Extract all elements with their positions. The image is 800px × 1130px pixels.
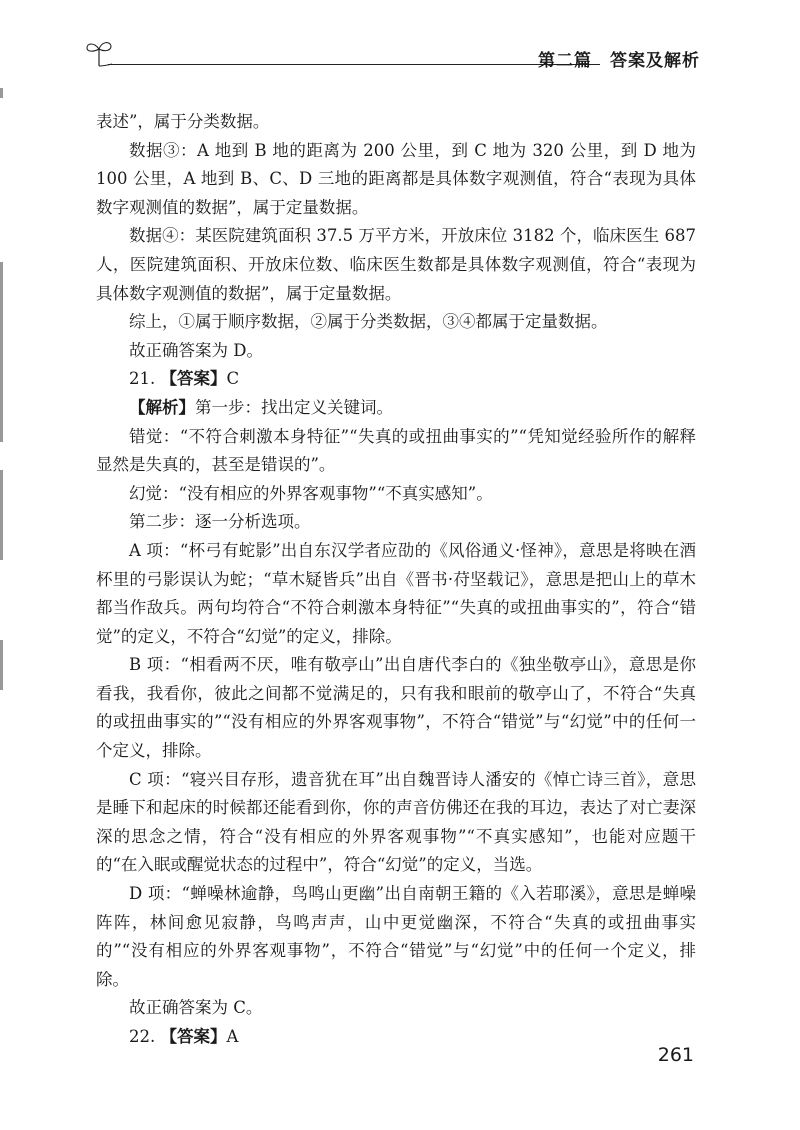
paragraph xyxy=(96,222,696,308)
answer-explanation-body xyxy=(96,108,696,1052)
paragraph-text: C xyxy=(226,369,240,389)
paragraph xyxy=(96,508,696,537)
question-number: 21. xyxy=(129,369,161,389)
paragraph xyxy=(96,108,696,137)
paragraph xyxy=(96,480,696,509)
paragraph-text: A xyxy=(226,1027,239,1046)
bracket-label: 【解析】 xyxy=(129,397,195,417)
paragraph-text: 综上，①属于顺序数据，②属于分类数据，③④都属于定量数据。 xyxy=(129,312,608,332)
scan-edge-mark xyxy=(0,262,3,442)
paragraph xyxy=(96,423,696,480)
paragraph-text: 幻觉：“没有相应的外界客观事物”“不真实感知”。 xyxy=(129,483,493,503)
paragraph xyxy=(96,137,696,223)
bracket-label: 【答案】 xyxy=(160,369,227,389)
paragraph-text: A 项：“杯弓有蛇影”出自东汉学者应劭的《风俗通义·怪神》，意思是将映在酒杯里的弓影误认为蛇；“草木疑皆兵”出自《晋书·苻坚载记》，意思是把山上的草木都当作敌兵。两句均符合“不符合刺激本身特征”“失真的或扭曲事实的”，符合“错觉”的定义，不符合“幻觉”的定义，排除。 xyxy=(96,540,696,646)
paragraph-text: 错觉：“不符合刺激本身特征”“失真的或扭曲事实的”“凭知觉经验所作的解释显然是失真的，甚至是错误的”。 xyxy=(96,426,696,475)
paragraph-text: 故正确答案为 D。 xyxy=(129,340,263,360)
question-number: 22. xyxy=(129,1027,161,1046)
paragraph-text: D 项：“蝉噪林逾静，鸟鸣山更幽”出自南朝王籍的《入若耶溪》，意思是蝉噪阵阵，林间愈见寂静，鸟鸣声声，山中更觉幽深，不符合“失真的或扭曲事实的”“没有相应的外界客观事物”，不符合“错觉”与“幻觉”中的任何一个定义，排除。 xyxy=(96,884,696,989)
paragraph xyxy=(96,766,696,880)
paragraph xyxy=(96,394,696,423)
scan-edge-mark xyxy=(0,88,3,98)
scan-edge-mark xyxy=(0,470,3,560)
paragraph xyxy=(96,537,696,651)
paragraph xyxy=(96,880,696,994)
paragraph xyxy=(96,337,696,366)
paragraph-text: C 项：“寝兴目存形，遗音犹在耳”出自魏晋诗人潘安的《悼亡诗三首》，意思是睡下和起床的时候都还能看到你，你的声音仿佛还在我的耳边，表达了对亡妻深深的思念之情，符合“没有相应的外界客观事物”“不真实感知”，也能对应题干的“在入眠或醒觉状态的过程中”，符合“幻觉”的定义，当选。 xyxy=(96,769,696,875)
bracket-label: 【答案】 xyxy=(160,1027,227,1046)
paragraph-text: 第二步：逐一分析选项。 xyxy=(129,512,311,532)
page-header xyxy=(84,36,700,76)
paragraph xyxy=(96,994,696,1023)
paragraph-text: 表述”，属于分类数据。 xyxy=(96,112,270,131)
page-number: 261 xyxy=(657,1044,694,1066)
paragraph-text: 数据④：某医院建筑面积 37.5 万平方米，开放床位 3182 个，临床医生 687 人，医院建筑面积、开放床位数、临床医生数都是具体数字观测值，符合“表现为具体数字观测值的数据”，属于定量数据。 xyxy=(96,226,696,303)
header-rule xyxy=(108,64,600,65)
paragraph-text: B 项：“相看两不厌，唯有敬亭山”出自唐代李白的《独坐敬亭山》，意思是你看我，我看你，彼此之间都不觉满足的，只有我和眼前的敬亭山了，不符合“失真的或扭曲事实的”“没有相应的外界客观事物”，不符合“错觉”与“幻觉”中的任何一个定义，排除。 xyxy=(96,655,696,761)
section-title: 第二篇 答案及解析 xyxy=(538,51,700,71)
paragraph-text: 数据③：A 地到 B 地的距离为 200 公里，到 C 地为 320 公里，到 D 地为 100 公里，A 地到 B、C、D 三地的距离都是具体数字观测值，符合“表现为具体数字观测值的数据”，属于定量数据。 xyxy=(96,140,696,217)
paragraph-text: 第一步：找出定义关键词。 xyxy=(195,397,393,417)
paragraph xyxy=(96,365,696,394)
paragraph xyxy=(96,651,696,765)
paragraph-text: 故正确答案为 C。 xyxy=(129,998,263,1018)
paragraph xyxy=(96,308,696,337)
scan-edge-mark xyxy=(0,640,3,690)
paragraph xyxy=(96,1023,696,1052)
